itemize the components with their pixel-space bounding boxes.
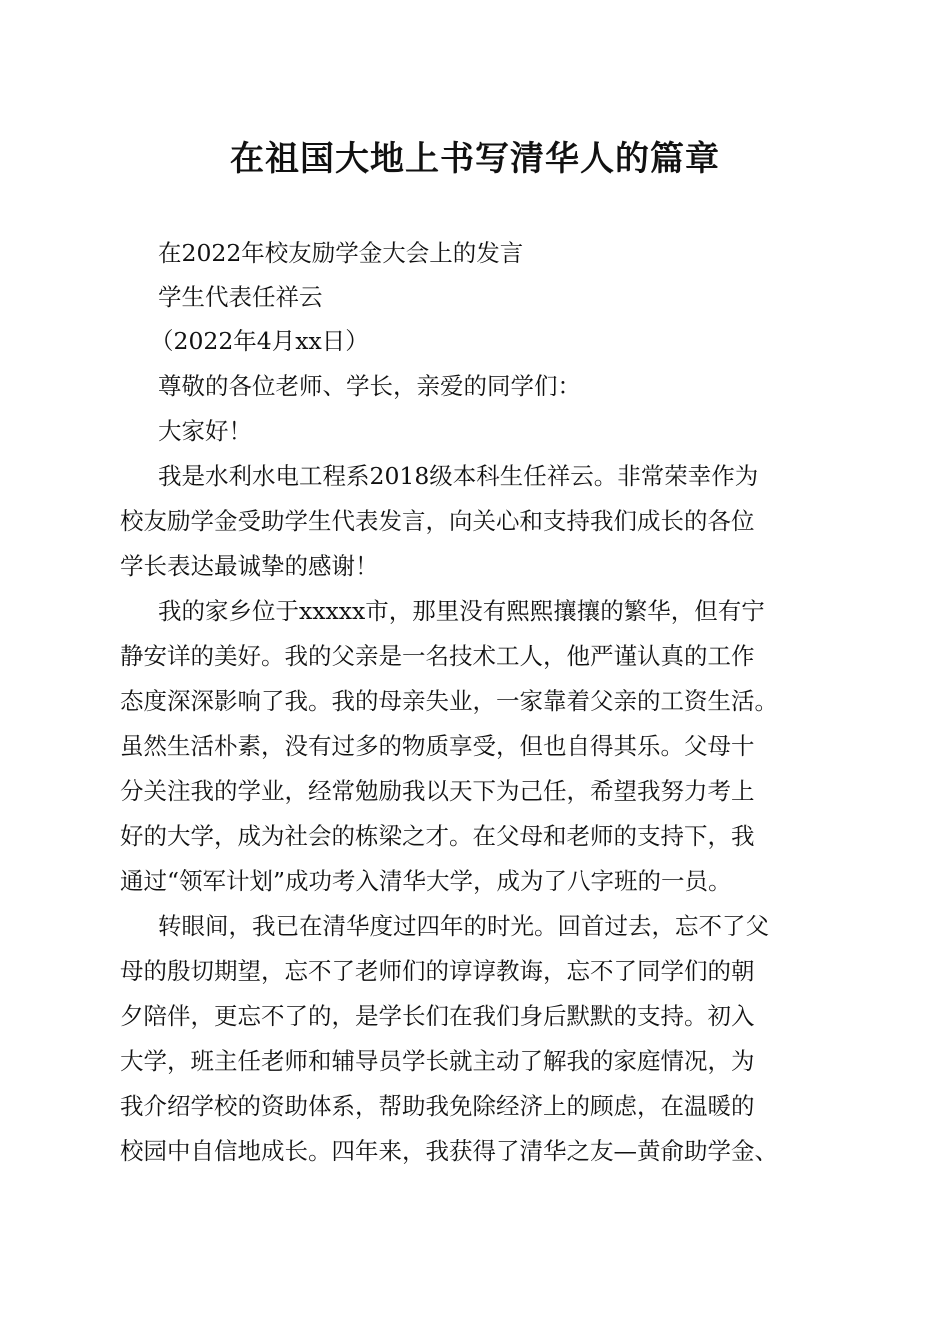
paragraph-2-line: 通过“领军计划”成功考入清华大学，成为了八字班的一员。	[120, 867, 732, 895]
paragraph-2-line: 我的家乡位于xxxxx市，那里没有熙熙攘攘的繁华，但有宁	[158, 597, 765, 625]
paragraph-2-line: 好的大学，成为社会的栋梁之才。在父母和老师的支持下，我	[120, 822, 755, 850]
paragraph-3-line: 转眼间，我已在清华度过四年的时光。回首过去，忘不了父	[158, 912, 769, 940]
speech-subtitle: 在2022年校友励学金大会上的发言	[158, 239, 524, 267]
paragraph-3-line: 我介绍学校的资助体系，帮助我免除经济上的顾虑，在温暖的	[120, 1092, 755, 1120]
paragraph-1-line: 我是水利水电工程系2018级本科生任祥云。非常荣幸作为	[158, 462, 759, 490]
paragraph-2-line: 虽然生活朴素，没有过多的物质享受，但也自得其乐。父母十	[120, 732, 755, 760]
speaker-line: 学生代表任祥云	[158, 283, 323, 311]
paragraph-3-line: 大学，班主任老师和辅导员学长就主动了解我的家庭情况，为	[120, 1047, 755, 1075]
paragraph-1-line: 学长表达最诚挚的感谢！	[120, 552, 379, 580]
paragraph-3-line: 校园中自信地成长。四年来，我获得了清华之友—黄俞助学金、	[120, 1137, 778, 1165]
paragraph-2-line: 分关注我的学业，经常勉励我以天下为己任，希望我努力考上	[120, 777, 755, 805]
paragraph-3-line: 夕陪伴，更忘不了的，是学长们在我们身后默默的支持。初入	[120, 1002, 755, 1030]
salutation-line: 尊敬的各位老师、学长，亲爱的同学们：	[158, 372, 581, 400]
paragraph-1-line: 校友励学金受助学生代表发言，向关心和支持我们成长的各位	[120, 507, 755, 535]
date-line: （2022年4月xx日）	[150, 327, 369, 355]
paragraph-3-line: 母的殷切期望，忘不了老师们的谆谆教诲，忘不了同学们的朝	[120, 957, 755, 985]
paragraph-2-line: 静安详的美好。我的父亲是一名技术工人，他严谨认真的工作	[120, 642, 755, 670]
document-title: 在祖国大地上书写清华人的篇章	[230, 139, 720, 179]
paragraph-2-line: 态度深深影响了我。我的母亲失业，一家靠着父亲的工资生活。	[120, 687, 778, 715]
greeting-line: 大家好！	[158, 417, 252, 445]
